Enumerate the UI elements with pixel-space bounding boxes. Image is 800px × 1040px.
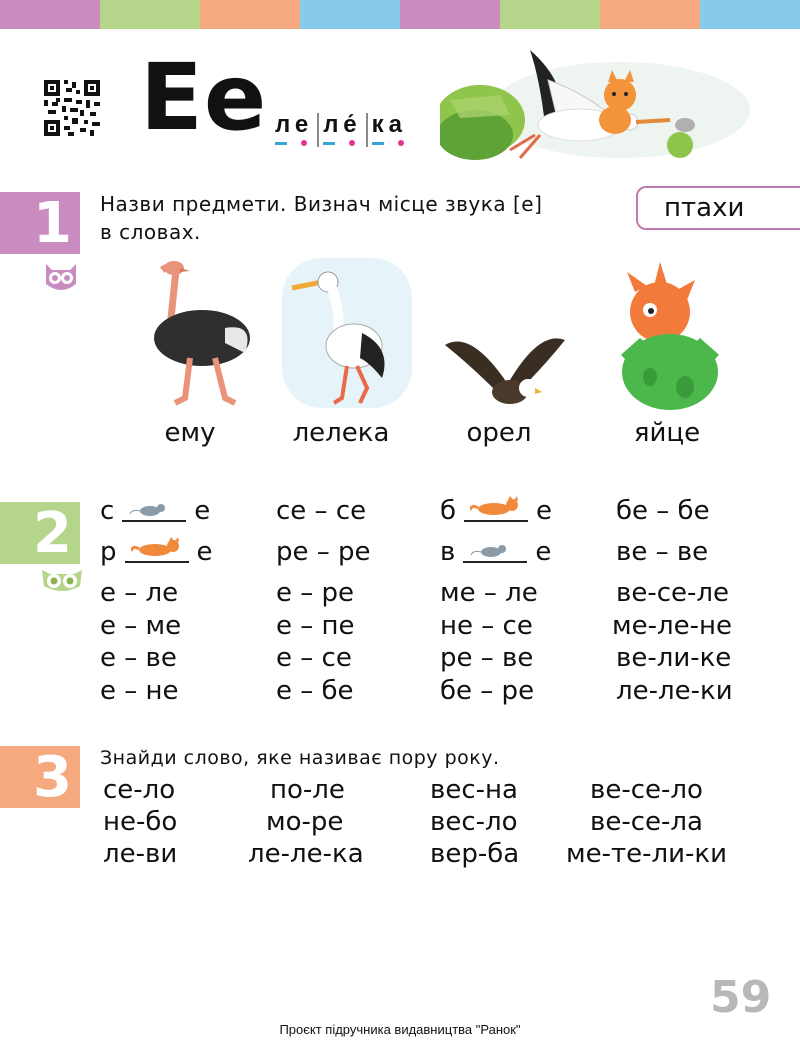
owl-icon xyxy=(42,262,80,294)
word-cell[interactable]: по-ле xyxy=(270,775,345,805)
word-cell[interactable]: вес-ло xyxy=(430,807,518,837)
fill-blank[interactable] xyxy=(122,498,186,522)
color-segment xyxy=(500,0,600,29)
syllable-end: е xyxy=(535,537,552,567)
blank-row xyxy=(100,536,760,568)
color-segment xyxy=(700,0,800,29)
syllable-pair: ре – ре xyxy=(276,537,371,567)
syllable-start: с xyxy=(100,496,115,526)
syllable-cell: е – ле xyxy=(100,578,179,608)
instruction-line: Назви предмети. Визнач місце звука [е] xyxy=(100,192,543,216)
category-label-box: птахи xyxy=(636,186,800,230)
syllable-cell: ме-ле-не xyxy=(612,611,732,641)
picture-label: яйце xyxy=(633,418,701,448)
syllable-cell: е – ме xyxy=(100,611,182,641)
word-cell[interactable]: мо-ре xyxy=(266,807,344,837)
syllable-cell: ве-се-ле xyxy=(616,578,729,608)
syllable xyxy=(271,113,317,147)
color-segment xyxy=(100,0,200,29)
syllable-cell: е – ре xyxy=(276,578,355,608)
syllable-cell: е – не xyxy=(100,676,179,706)
word-cell[interactable]: вес-на xyxy=(430,775,518,805)
exercise-number: 1 xyxy=(33,191,72,256)
word-cell[interactable]: се-ло xyxy=(103,775,176,805)
syllable-cell: ме – ле xyxy=(440,578,538,608)
word-cell[interactable]: ве-се-ло xyxy=(590,775,703,805)
blank-row xyxy=(100,495,760,527)
egg-icon xyxy=(605,262,735,412)
word-cell[interactable]: ве-се-ла xyxy=(590,807,703,837)
owl-icon xyxy=(40,568,84,594)
blank-cell xyxy=(100,495,210,527)
syllable-text: ле xyxy=(275,111,314,138)
letter-heading: Ee xyxy=(140,44,268,151)
stork-carrying-cat-illustration xyxy=(440,40,750,165)
word-cell[interactable]: ме-те-ли-ки xyxy=(566,839,728,869)
exercise-1-tab xyxy=(0,192,80,254)
syllable-cell: бе – ре xyxy=(440,676,535,706)
consonant-mark xyxy=(323,142,335,145)
syllable-cell: не – се xyxy=(440,611,533,641)
cat-icon xyxy=(131,537,183,559)
syllable-end: е xyxy=(536,496,553,526)
instruction-line: в словах. xyxy=(100,220,201,244)
vowel-mark xyxy=(349,140,355,146)
syllable-start: в xyxy=(440,537,456,567)
qr-code-icon[interactable] xyxy=(44,80,100,136)
word-cell[interactable]: ле-ле-ка xyxy=(248,839,364,869)
syllable-cell: ве-ли-ке xyxy=(616,643,732,673)
color-segment xyxy=(300,0,400,29)
syllable-start: р xyxy=(100,537,117,567)
consonant-mark xyxy=(275,142,287,145)
exercise-2-tab xyxy=(0,502,80,564)
syllable-cell: е – пе xyxy=(276,611,355,641)
blank-cell xyxy=(440,536,551,568)
syllable-pair: бе – бе xyxy=(616,496,710,526)
vowel-mark xyxy=(398,140,404,146)
syllable-cell: е – ве xyxy=(100,643,177,673)
fill-blank[interactable] xyxy=(464,498,528,522)
consonant-mark xyxy=(372,142,384,145)
picture-label: орел xyxy=(466,418,532,448)
fill-blank[interactable] xyxy=(463,539,527,563)
blank-cell xyxy=(100,536,213,568)
mouse-icon xyxy=(469,541,513,559)
exercise-3-tab xyxy=(0,746,80,808)
word-row xyxy=(100,838,760,870)
color-segment xyxy=(200,0,300,29)
picture-label: лелека xyxy=(292,418,390,448)
cat-icon xyxy=(470,496,522,518)
word-cell[interactable]: вер-ба xyxy=(430,839,520,869)
syllable-pair: се – се xyxy=(276,496,367,526)
syllable-cell: е – се xyxy=(276,643,352,673)
syllable-row xyxy=(100,577,760,609)
syllable-cell: ле-ле-ки xyxy=(616,676,733,706)
top-color-bar xyxy=(0,0,800,29)
syllable-cell: ре – ве xyxy=(440,643,534,673)
syllable xyxy=(366,113,411,147)
page-number: 59 xyxy=(710,972,772,1023)
word-row xyxy=(100,774,760,806)
syllable xyxy=(317,113,365,147)
exercise-1-instruction xyxy=(100,190,542,246)
word-cell[interactable]: ле-ви xyxy=(103,839,178,869)
syllable-row xyxy=(100,642,760,674)
syllable-end: е xyxy=(194,496,211,526)
exercise-3-instruction: Знайди слово, яке називає пору року. xyxy=(100,747,500,769)
exercise-number: 3 xyxy=(33,745,72,810)
syllable-row xyxy=(100,610,760,642)
footer-credit: Проєкт підручника видавництва "Ранок" xyxy=(279,1022,521,1037)
exercise-number: 2 xyxy=(33,501,72,566)
mouse-icon xyxy=(128,500,172,518)
syllable-end: е xyxy=(196,537,213,567)
word-row xyxy=(100,806,760,838)
keyword-syllables xyxy=(271,113,411,147)
syllable-text: ка xyxy=(371,111,407,138)
fill-blank[interactable] xyxy=(125,539,189,563)
stork-icon xyxy=(282,258,412,408)
color-segment xyxy=(400,0,500,29)
color-segment xyxy=(0,0,100,29)
syllable-pair: ве – ве xyxy=(616,537,709,567)
color-segment xyxy=(600,0,700,29)
syllable-text: ле́ xyxy=(323,111,362,138)
syllable-cell: е – бе xyxy=(276,676,354,706)
syllable-row xyxy=(100,675,760,707)
syllable-start: б xyxy=(440,496,457,526)
blank-cell xyxy=(440,495,552,527)
ostrich-icon xyxy=(140,258,270,408)
word-cell[interactable]: не-бо xyxy=(103,807,178,837)
picture-label: ему xyxy=(164,418,216,448)
vowel-mark xyxy=(301,140,307,146)
